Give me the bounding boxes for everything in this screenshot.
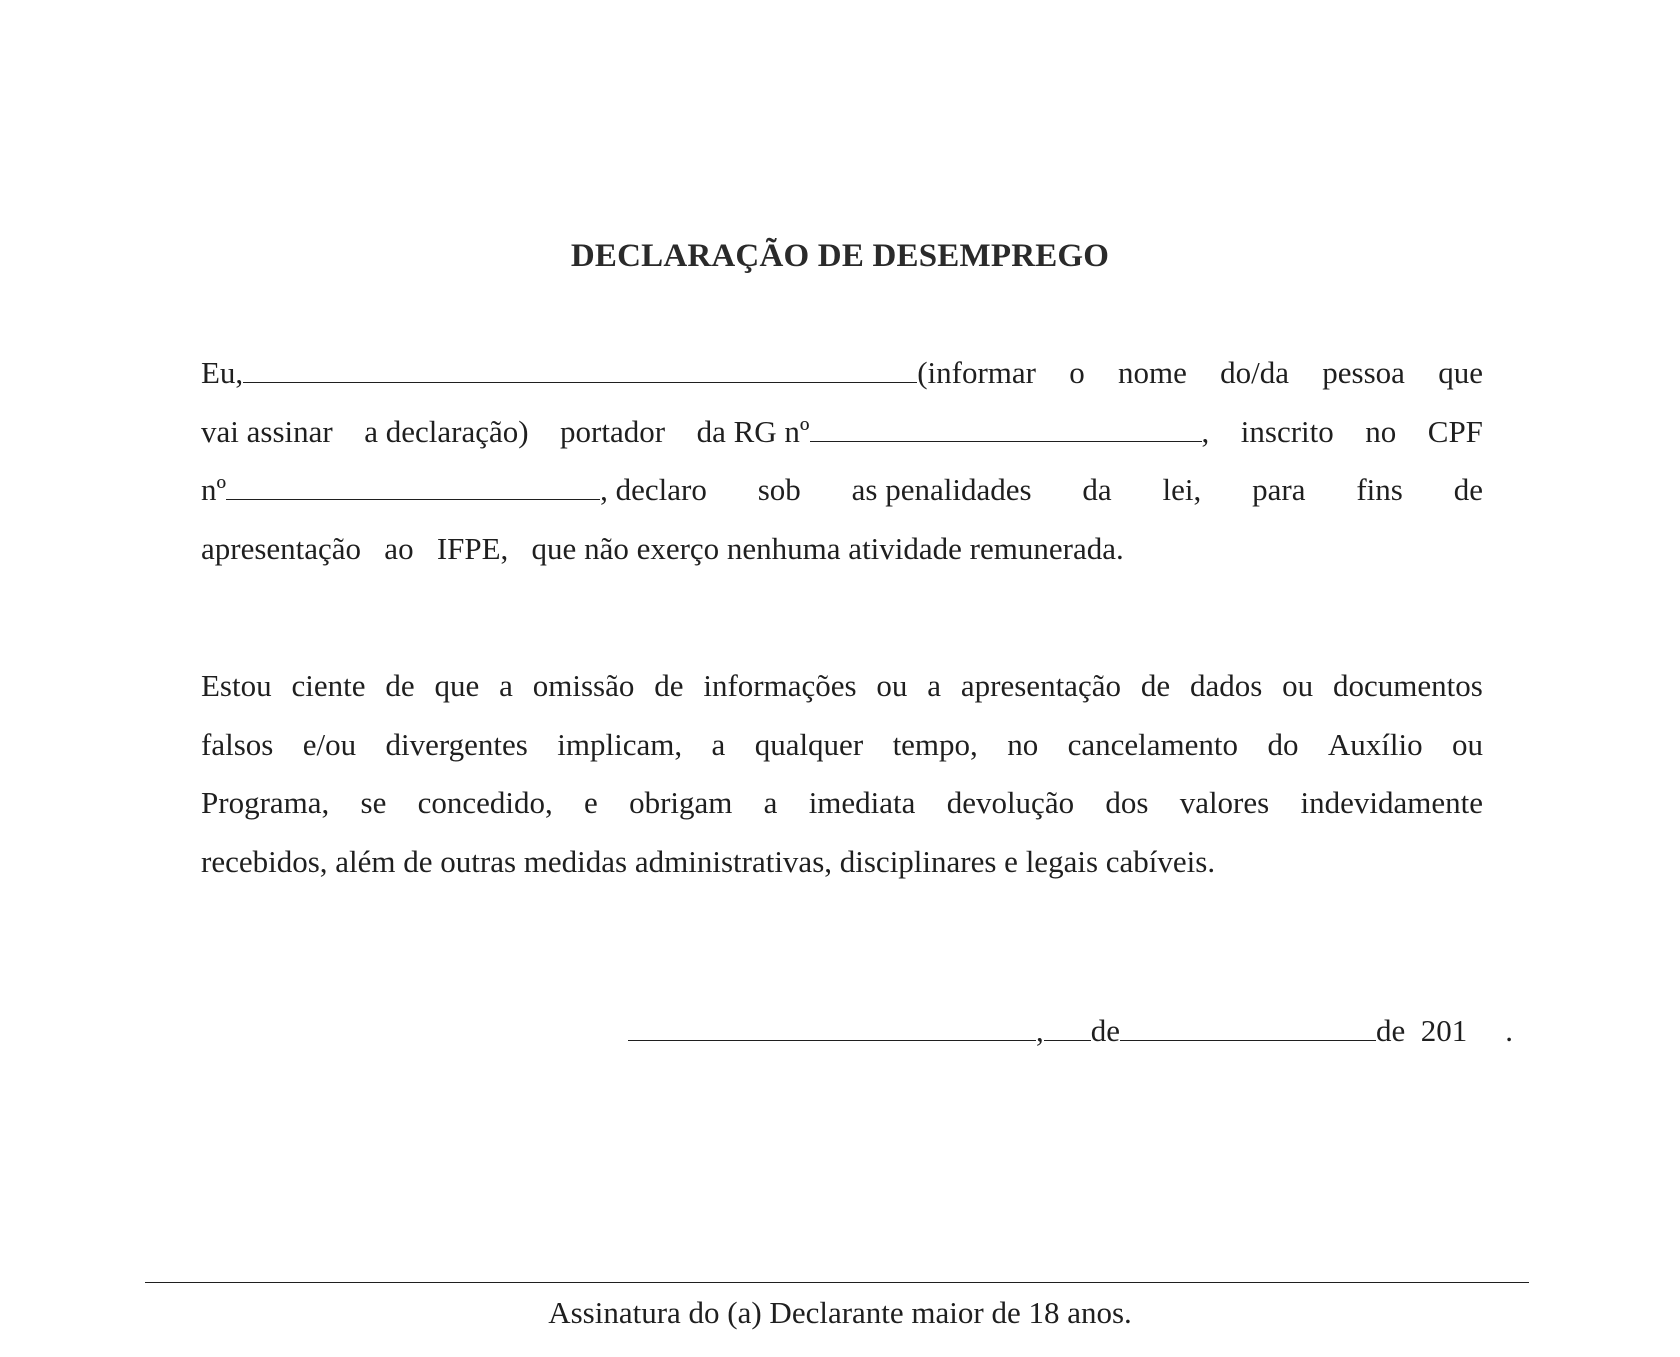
text-no: nº — [201, 472, 227, 507]
word: fins — [1356, 472, 1403, 507]
paragraph-last-line: recebidos, além de outras medidas administrativas, disciplinares e legais cabíveis. — [201, 843, 1216, 879]
word: devolução — [946, 785, 1075, 820]
word: pessoa — [1322, 355, 1405, 390]
word: nome — [1118, 355, 1187, 390]
cpf-blank[interactable] — [226, 473, 600, 500]
date-de: de — [1090, 1013, 1121, 1048]
date-comma: , — [1036, 1013, 1044, 1048]
word: para — [1252, 472, 1306, 507]
word: do/da — [1220, 355, 1290, 390]
word: e/ou — [302, 726, 357, 762]
word: a — [711, 726, 726, 762]
paragraph-declaration — [201, 355, 1483, 589]
month-blank[interactable] — [1120, 1014, 1376, 1041]
word: informações — [703, 668, 857, 703]
word: se — [360, 785, 387, 820]
word: ciente — [291, 668, 366, 703]
word: sob — [757, 472, 801, 507]
comma: , — [1201, 413, 1210, 449]
word: imediata — [808, 785, 916, 820]
word: e — [584, 785, 598, 820]
rg-blank[interactable] — [810, 415, 1202, 442]
paragraph-line — [201, 355, 1483, 414]
word: ou — [1451, 726, 1483, 762]
word: divergentes — [385, 726, 528, 762]
name-blank[interactable] — [243, 356, 917, 383]
word: dos — [1105, 785, 1149, 820]
word: no — [1007, 726, 1039, 762]
word: ou — [876, 668, 908, 703]
text-eu: Eu, — [201, 355, 244, 390]
paragraph-line — [201, 668, 1483, 727]
word: obrigam — [629, 785, 733, 820]
word: da — [1082, 472, 1112, 507]
word: cancelamento — [1067, 726, 1239, 762]
word: vai assinar — [201, 413, 333, 449]
word: de — [1453, 472, 1483, 507]
city-blank[interactable] — [628, 1014, 1036, 1041]
word: tempo, — [892, 726, 978, 762]
word: Estou — [201, 668, 272, 703]
paragraph-last-line: apresentação ao IFPE, que não exerço nenhuma atividade remunerada. — [201, 530, 1124, 566]
word: omissão — [532, 668, 635, 703]
paragraph-line — [201, 727, 1483, 786]
document-title: DECLARAÇÃO DE DESEMPREGO — [570, 238, 1110, 274]
signature-line[interactable] — [145, 1282, 1529, 1283]
word: de — [385, 668, 415, 703]
paragraph-line — [201, 472, 1483, 531]
word: que — [1438, 355, 1483, 390]
day-blank[interactable] — [1044, 1014, 1091, 1041]
signature-label: Assinatura do (a) Declarante maior de 18 anos. — [548, 1295, 1132, 1330]
word: lei, — [1162, 472, 1202, 507]
word: concedido, — [417, 785, 553, 820]
word: valores — [1179, 785, 1270, 820]
word: implicam, — [557, 726, 683, 762]
paragraph-line — [201, 531, 1483, 590]
word: do — [1267, 726, 1299, 762]
text-informar: (informar — [917, 355, 1036, 390]
year-blank[interactable] — [1467, 1014, 1505, 1041]
word: indevidamente — [1300, 785, 1483, 820]
word: no — [1365, 413, 1397, 449]
word: inscrito — [1240, 413, 1334, 449]
word: de — [1140, 668, 1171, 703]
word: portador — [560, 413, 666, 449]
word: apresentação — [960, 668, 1121, 703]
word: CPF — [1427, 413, 1483, 449]
word: as penalidades — [851, 472, 1032, 507]
word: o — [1069, 355, 1085, 390]
word: a — [763, 785, 778, 820]
word: a — [927, 668, 942, 703]
word: falsos — [201, 726, 274, 762]
word: que — [434, 668, 480, 703]
word: dados — [1189, 668, 1263, 703]
paragraph-awareness — [201, 668, 1483, 902]
word: a declaração) — [364, 413, 529, 449]
date-line — [628, 1013, 1513, 1049]
paragraph-line — [201, 844, 1483, 903]
date-period: . — [1505, 1013, 1514, 1048]
paragraph-line — [201, 414, 1483, 473]
text-declaro: , declaro — [600, 472, 707, 507]
word: a — [499, 668, 513, 703]
word: Programa, — [201, 785, 330, 820]
word: qualquer — [754, 726, 864, 762]
paragraph-line — [201, 785, 1483, 844]
text-rg: da RG nº — [696, 413, 810, 449]
word: de — [654, 668, 684, 703]
word: ou — [1282, 668, 1314, 703]
word: documentos — [1333, 668, 1483, 703]
date-year-prefix: de 201 — [1376, 1013, 1468, 1048]
word: Auxílio — [1327, 726, 1423, 762]
